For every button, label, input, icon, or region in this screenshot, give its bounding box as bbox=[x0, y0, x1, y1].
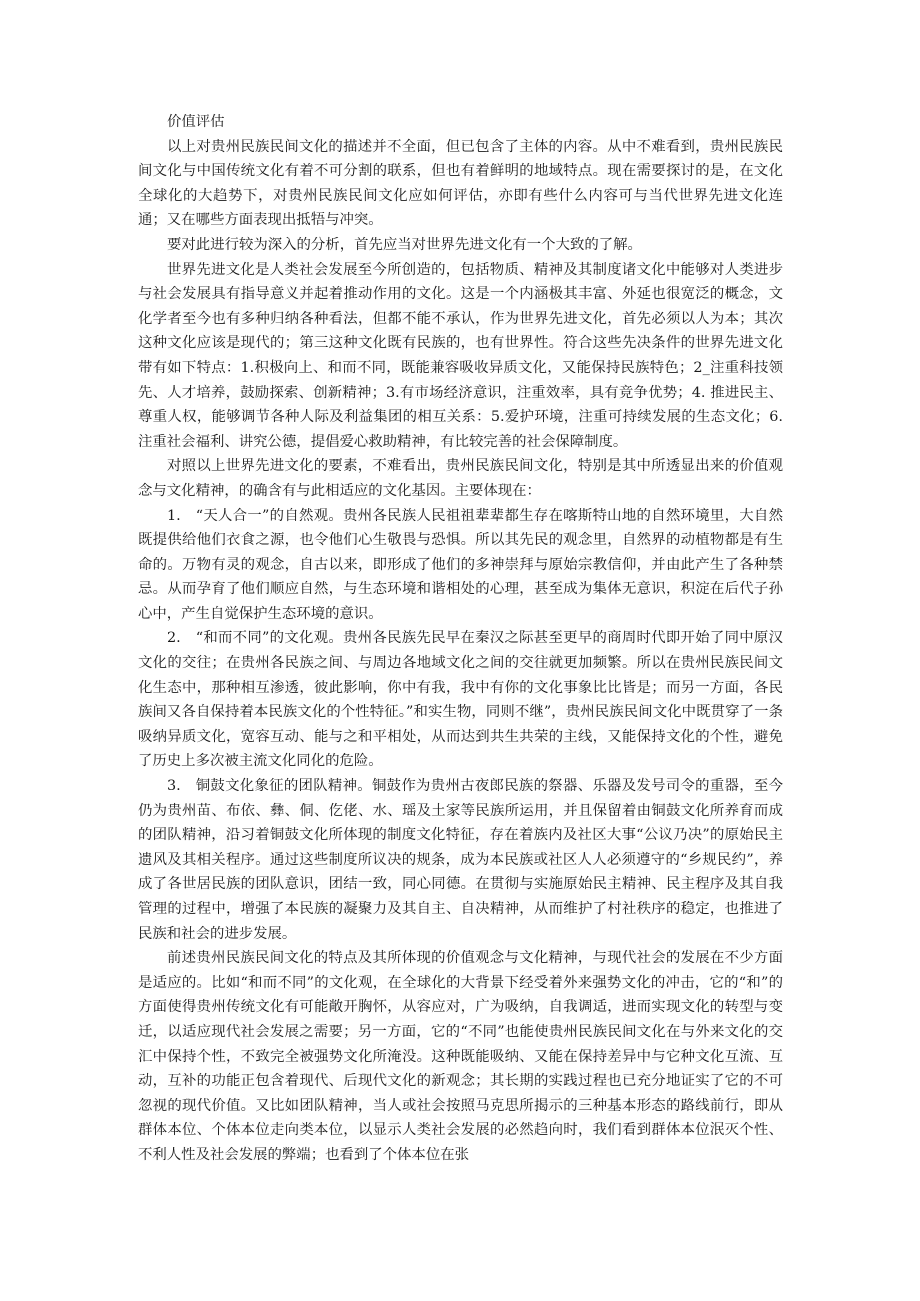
paragraph-point-1: 1. “天人合一”的自然观。贵州各民族人民祖祖辈辈都生存在喀斯特山地的自然环境里，大自然既提供给他们衣食之源，也令他们心生敬畏与恐惧。所以其先民的观念里，自然界的动植物都是有生命的。万物有灵的观念，自古以来，即形成了他们的多神崇拜与原始宗教信仰，并由此产生了各种禁忌。从而孕育了他们顺应自然，与生态环境和谐相处的心理，甚至成为集体无意识，积淀在后代子孙心中，产生自觉保护生态环境的意识。 bbox=[138, 507, 783, 622]
paragraph-intro: 以上对贵州民族民间文化的描述并不全面，但已包含了主体的内容。从中不难看到，贵州民族民间文化与中国传统文化有着不可分割的联系，但也有着鲜明的地域特点。现在需要探讨的是，在文化全球化的大趋势下，对贵州民族民间文化应如何评估，亦即有些什么内容可与当代世界先进文化连通；又在哪些方面表现出抵牾与冲突。 bbox=[138, 138, 783, 229]
paragraph-analysis-lead: 要对此进行较为深入的分析，首先应当对世界先进文化有一个大致的了解。 bbox=[167, 236, 642, 253]
paragraph-point-2: 2. “和而不同”的文化观。贵州各民族先民早在秦汉之际甚至更早的商周时代即开始了同中原汉文化的交往；在贵州各民族之间、与周边各地域文化之间的交往就更加频繁。所以在贵州民族民间文化生态中，那种相互渗透，彼此影响，你中有我，我中有你的文化事象比比皆是；而另一方面，各民族间又各自保持着本民族文化的个性特征。”和实生物，同则不继”，贵州民族民间文化中既贯穿了一条吸纳异质文化，宽容互动、能与之和平相处，从而达到共生共荣的主线，又能保持文化的个性，避免了历史上多次被主流文化同化的危险。 bbox=[138, 630, 783, 770]
paragraph-comparison: 对照以上世界先进文化的要素，不难看出，贵州民族民间文化，特别是其中所透显出来的价值观念与文化精神，的确含有与此相适应的文化基因。主要体现在： bbox=[138, 458, 783, 499]
paragraph-point-3: 3. 铜鼓文化象征的团队精神。铜鼓作为贵州古夜郎民族的祭器、乐器及发号司令的重器，至今仍为贵州苗、布依、彝、侗、仡佬、水、瑶及土家等民族所运用，并且保留着由铜鼓文化所养育而成的团队精神，沿习着铜鼓文化所体现的制度文化特征，存在着族内及社区大事“公议乃决”的原始民主遗风及其相关程序。通过这些制度所议决的规条，成为本民族或社区人人必须遵守的“乡规民约”，养成了各世居民族的团队意识，团结一致，同心同德。在贯彻与实施原始民主精神、民主程序及其自我管理的过程中，增强了本民族的凝聚力及其自主、自决精神，从而维护了村社秩序的稳定，也推进了民族和社会的进步发展。 bbox=[138, 778, 783, 942]
paragraph-summary: 前述贵州民族民间文化的特点及其所体现的价值观念与文化精神，与现代社会的发展在不少方面是适应的。比如“和而不同”的文化观，在全球化的大背景下经受着外来强势文化的冲击，它的“和”的方面使得贵州传统文化有可能敞开胸怀，从容应对，广为吸纳，自我调适，进而实现文化的转型与变迁，以适应现代社会发展之需要；另一方面，它的“不同”也能使贵州民族民间文化在与外来文化的交汇中保持个性，不致完全被强势文化所淹没。这种既能吸纳、又能在保持差异中与它种文化互流、互动，互补的功能正包含着现代、后现代文化的新观念；其长期的实践过程也已充分地证实了它的不可忽视的现代价值。又比如团队精神，当人或社会按照马克思所揭示的三种基本形态的路线前行，即从群体本位、个体本位走向类本位，以显示人类社会发展的必然趋向时，我们看到群体本位泯灭个性、不利人性及社会发展的弊端；也看到了个体本位在张 bbox=[138, 950, 783, 1163]
section-heading: 价值评估 bbox=[167, 114, 225, 130]
document-page bbox=[138, 110, 783, 1168]
paragraph-advanced-culture: 世界先进文化是人类社会发展至今所创造的，包括物质、精神及其制度诸文化中能够对人类进步与社会发展具有指导意义并起着推动作用的文化。这是一个内涵极其丰富、外延也很宽泛的概念，文化学者至今也有多种归纳各种看法，但都不能不承认，作为世界先进文化，首先必须以人为本；其次这种文化应该是现代的；第三这种文化既有民族的，也有世界性。符合这些先决条件的世界先进文化带有如下特点：1.积极向上、和而不同，既能兼容吸收异质文化，又能保持民族特色；2_注重科技领先、人才培养，鼓励探索、创新精神；3.有市场经济意识，注重效率，具有竞争优势；4. 推进民主、尊重人权，能够调节各种人际及利益集团的相互关系：5.爱护环境，注重可持续发展的生态文化；6.注重社会福利、讲究公德，提倡爱心救助精神，有比较完善的社会保障制度。 bbox=[138, 261, 783, 450]
